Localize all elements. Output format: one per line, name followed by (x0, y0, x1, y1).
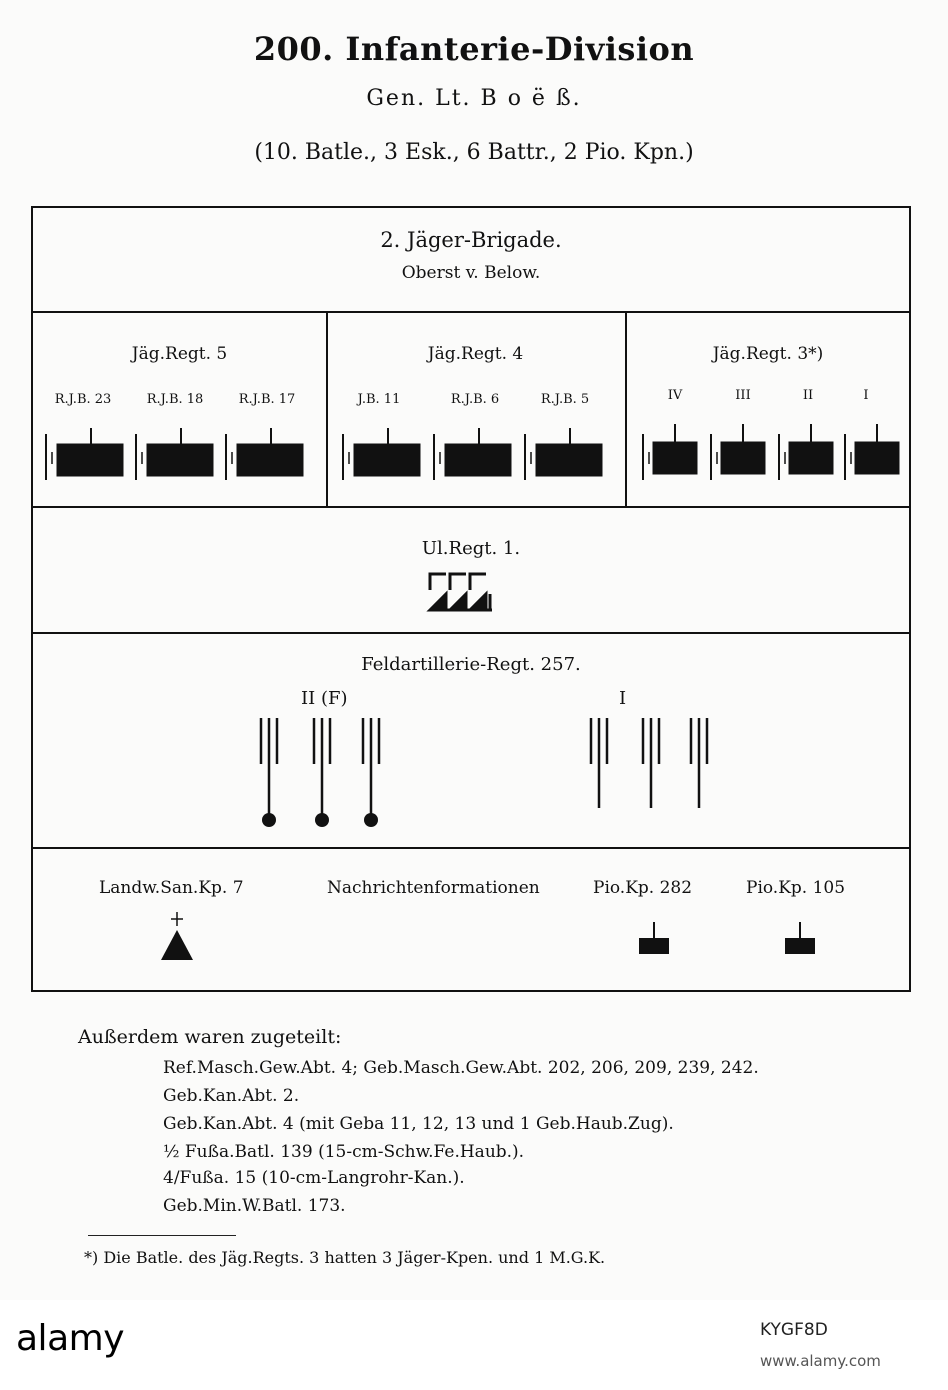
divider (33, 311, 909, 313)
artillery-group-label: II (F) (301, 688, 348, 709)
battalion-symbol (643, 424, 697, 480)
battalion-label: I (863, 388, 869, 403)
battalion-symbol (343, 428, 420, 480)
unit-label: Pio.Kp. 105 (746, 878, 846, 898)
attached-unit-line: ½ Fußa.Batl. 139 (15-cm-Schw.Fe.Haub.). (163, 1142, 525, 1162)
battalion-symbol (845, 424, 899, 480)
field-gun-battery-symbol (591, 718, 607, 808)
divider (33, 506, 909, 508)
battalion-symbol (226, 428, 303, 480)
battalion-symbol (434, 428, 511, 480)
battalion-symbols (637, 420, 909, 482)
footnote: *) Die Batle. des Jäg.Regts. 3 hatten 3 Jäger-Kpen. und 1 M.G.K. (84, 1248, 606, 1267)
battalion-symbol (46, 428, 123, 480)
battalion-label: R.J.B. 6 (450, 392, 500, 407)
battalion-symbol (711, 424, 765, 480)
howitzer-battery-symbol (261, 718, 277, 827)
alamy-logo: alamy (16, 1318, 124, 1359)
page-title: 200. Infanterie-Division (253, 30, 695, 68)
battalion-symbol (779, 424, 833, 480)
attached-unit-line: Geb.Kan.Abt. 4 (mit Geba 11, 12, 13 und 1 Geb.Haub.Zug). (163, 1114, 674, 1134)
battalion-label: III (735, 388, 751, 403)
unit-label: Landw.San.Kp. 7 (99, 878, 244, 898)
brigade-commander: Oberst v. Below. (401, 263, 541, 283)
image-id: KYGF8D (760, 1320, 828, 1340)
battalion-symbol (525, 428, 602, 480)
unit-label: Pio.Kp. 282 (593, 878, 693, 898)
regiment-label: Jäg.Regt. 5 (131, 344, 228, 364)
attached-units-heading: Außerdem waren zugeteilt: (78, 1026, 342, 1048)
howitzer-battery-symbol (314, 718, 330, 827)
divider (326, 311, 328, 506)
attached-unit-line: Ref.Masch.Gew.Abt. 4; Geb.Masch.Gew.Abt. 202, 206, 209, 239, 242. (163, 1058, 759, 1078)
battalion-label: R.J.B. 17 (238, 392, 296, 407)
pioneer-company-symbol (637, 918, 673, 958)
battalion-symbols (338, 424, 618, 482)
cavalry-label: Ul.Regt. 1. (421, 538, 521, 559)
howitzer-battery-symbol (363, 718, 379, 827)
artillery-label: Feldartillerie-Regt. 257. (361, 654, 581, 675)
site-url: www.alamy.com (760, 1352, 881, 1370)
regiment-label: Jäg.Regt. 4 (427, 344, 524, 364)
attached-unit-line: Geb.Min.W.Batl. 173. (163, 1196, 346, 1216)
brigade-name: 2. Jäger-Brigade. (380, 228, 562, 252)
battalion-label: IV (667, 388, 683, 403)
artillery-group-label: I (619, 688, 627, 709)
battalion-symbols (41, 424, 321, 482)
unit-label: Nachrichtenformationen (327, 878, 540, 898)
footnote-divider (88, 1235, 236, 1236)
regiment-label: Jäg.Regt. 3*) (712, 344, 824, 364)
battalion-label: J.B. 11 (357, 392, 401, 407)
watermark-banner (0, 1300, 948, 1390)
attached-unit-line: Geb.Kan.Abt. 2. (163, 1086, 300, 1106)
divider (625, 311, 627, 506)
battalion-label: R.J.B. 18 (146, 392, 204, 407)
order-of-battle-chart (31, 206, 911, 992)
battalion-label: R.J.B. 23 (54, 392, 112, 407)
division-strength: (10. Batle., 3 Esk., 6 Battr., 2 Pio. Kpn.) (254, 140, 694, 165)
battalion-label: II (802, 388, 814, 403)
field-gun-battery-symbol (643, 718, 659, 808)
divider (33, 847, 909, 849)
attached-unit-line: 4/Fußa. 15 (10-cm-Langrohr-Kan.). (163, 1168, 465, 1188)
pioneer-company-symbol (783, 918, 819, 958)
cavalry-symbol (426, 570, 496, 614)
field-gun-battery-symbol (691, 718, 707, 808)
division-commander: Gen. Lt. B o ë ß. (366, 86, 582, 111)
medical-company-symbol (157, 908, 197, 966)
divider (33, 632, 909, 634)
artillery-symbols (253, 708, 723, 834)
battalion-symbol (136, 428, 213, 480)
battalion-label: R.J.B. 5 (540, 392, 590, 407)
